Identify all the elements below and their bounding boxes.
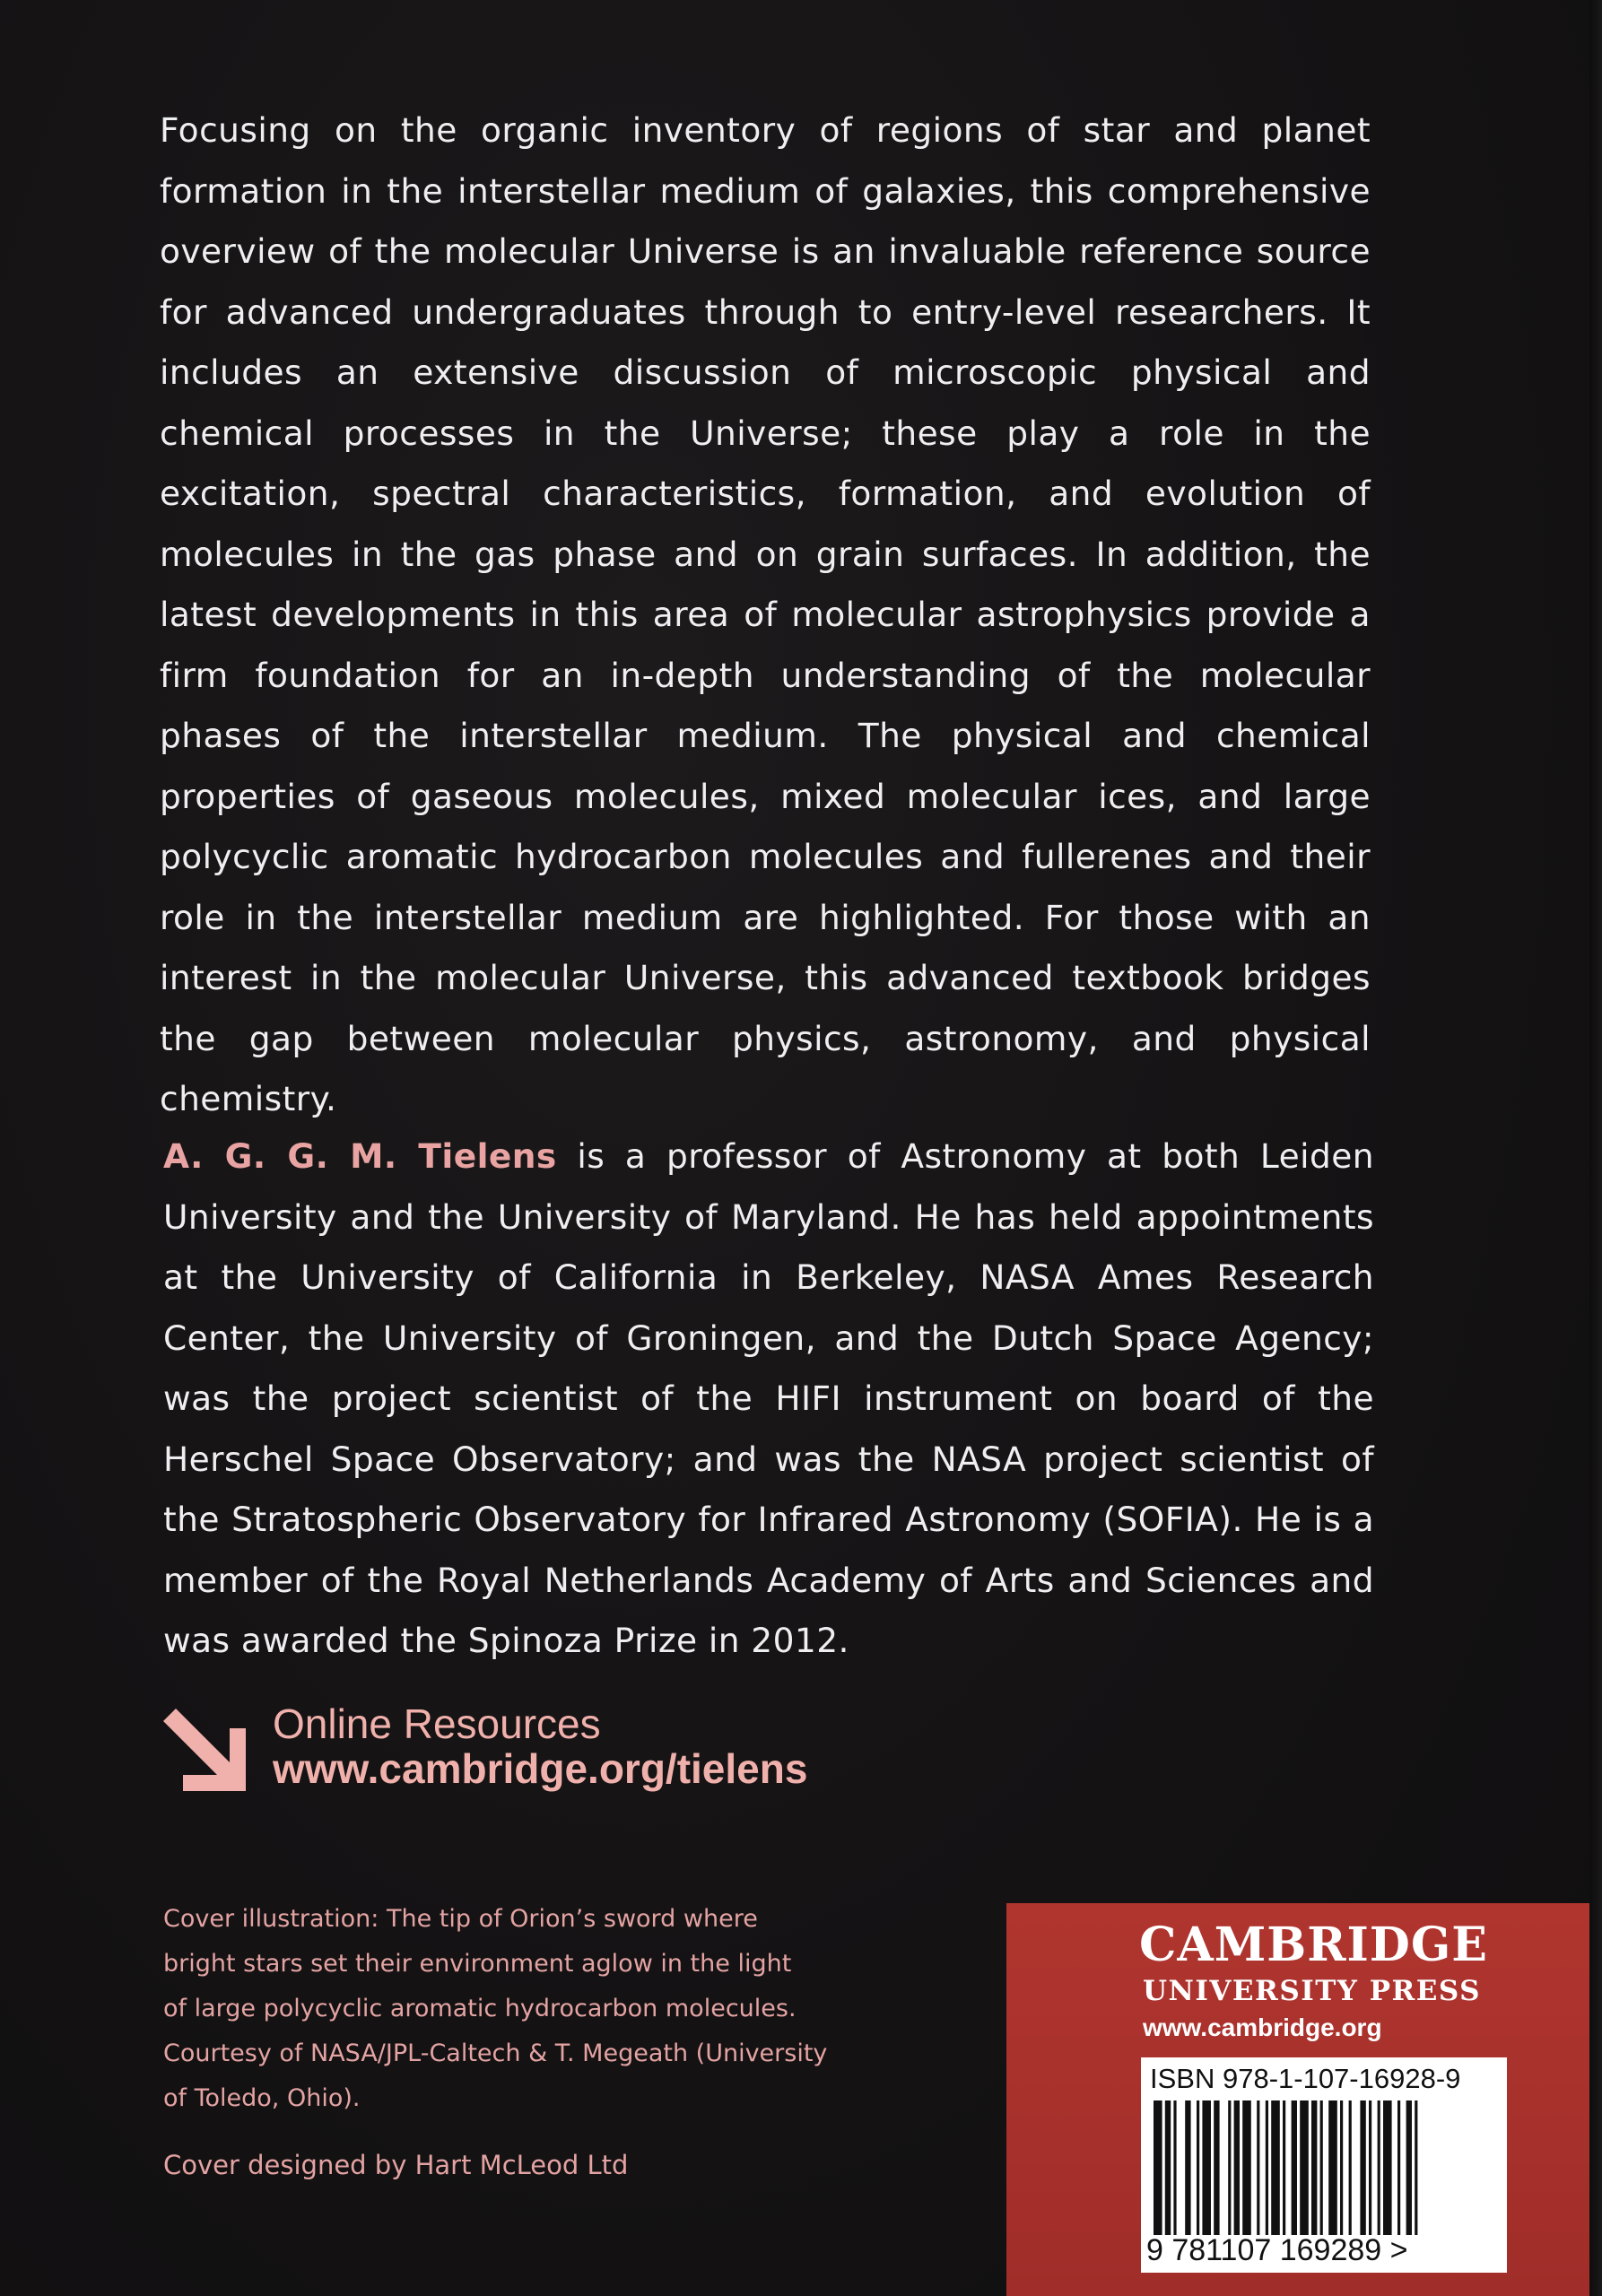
barcode-digits: 9 781107 169289 >	[1146, 2233, 1408, 2267]
arrow-down-right-icon	[163, 1709, 249, 1795]
credit-line: Cover illustration: The tip of Orion’s sword where	[163, 1905, 758, 1933]
barcode-icon	[1154, 2100, 1494, 2235]
credit-line: of Toledo, Ohio).	[163, 2084, 361, 2112]
credit-line: of large polycyclic aromatic hydrocarbon molecules.	[163, 1995, 797, 2022]
author-bio-text: is a professor of Astronomy at both Leiden University and the University of Maryland. He has held appointments at the University of California in Berkeley, NASA Ames Research Center, the University of Groningen, and the Dutch Space Agency; was the project scientist of the HIFI instrument on board of the Herschel Space Observatory; and was the NASA project scientist of the Stratospheric Observatory for Infrared Astronomy (SOFIA). He is a member of the Royal Netherlands Academy of Arts and Sciences and was awarded the Spinoza Prize in 2012.	[163, 1136, 1374, 1660]
publisher-name: CAMBRIDGE	[1139, 1918, 1488, 1972]
publisher-block	[1006, 1903, 1589, 2296]
credit-line: bright stars set their environment aglow in the light	[163, 1950, 792, 1978]
cover-illustration-credit	[163, 1897, 881, 2121]
author-name: A. G. G. M. Tielens	[163, 1136, 557, 1176]
isbn-label: ISBN 978-1-107-16928-9	[1150, 2063, 1461, 2094]
cover-designer: Cover designed by Hart McLeod Ltd	[163, 2150, 629, 2180]
publisher-subtitle: UNIVERSITY PRESS	[1143, 1975, 1481, 2007]
online-resources	[163, 1700, 971, 1798]
online-resources-url[interactable]: www.cambridge.org/tielens	[273, 1745, 808, 1792]
online-resources-label: Online Resources	[273, 1700, 601, 1747]
book-description: Focusing on the organic inventory of regions of star and planet formation in the interstellar medium of galaxies, this comprehensive overview of the molecular Universe is an invaluable reference source for advanced undergraduates through to entry-level researchers. It includes an extensive discussion of microscopic physical and chemical processes in the Universe; these play a role in the excitation, spectral characteristics, formation, and evolution of molecules in the gas phase and on grain surfaces. In addition, the latest developments in this area of molecular astrophysics provide a firm foundation for an in-depth understanding of the molecular phases of the interstellar medium. The physical and chemical properties of gaseous molecules, mixed molecular ices, and large polycyclic aromatic hydrocarbon molecules and fullerenes and their role in the interstellar medium are highlighted. For those with an interest in the molecular Universe, this advanced textbook bridges the gap between molecular physics, astronomy, and physical chemistry.	[160, 110, 1371, 1118]
isbn-barcode	[1141, 2057, 1507, 2273]
credit-line: Courtesy of NASA/JPL-Caltech & T. Megeath (University	[163, 2039, 828, 2067]
spine-edge	[1589, 0, 1602, 2296]
publisher-url[interactable]: www.cambridge.org	[1143, 2013, 1382, 2041]
author-bio	[163, 1126, 1374, 1672]
